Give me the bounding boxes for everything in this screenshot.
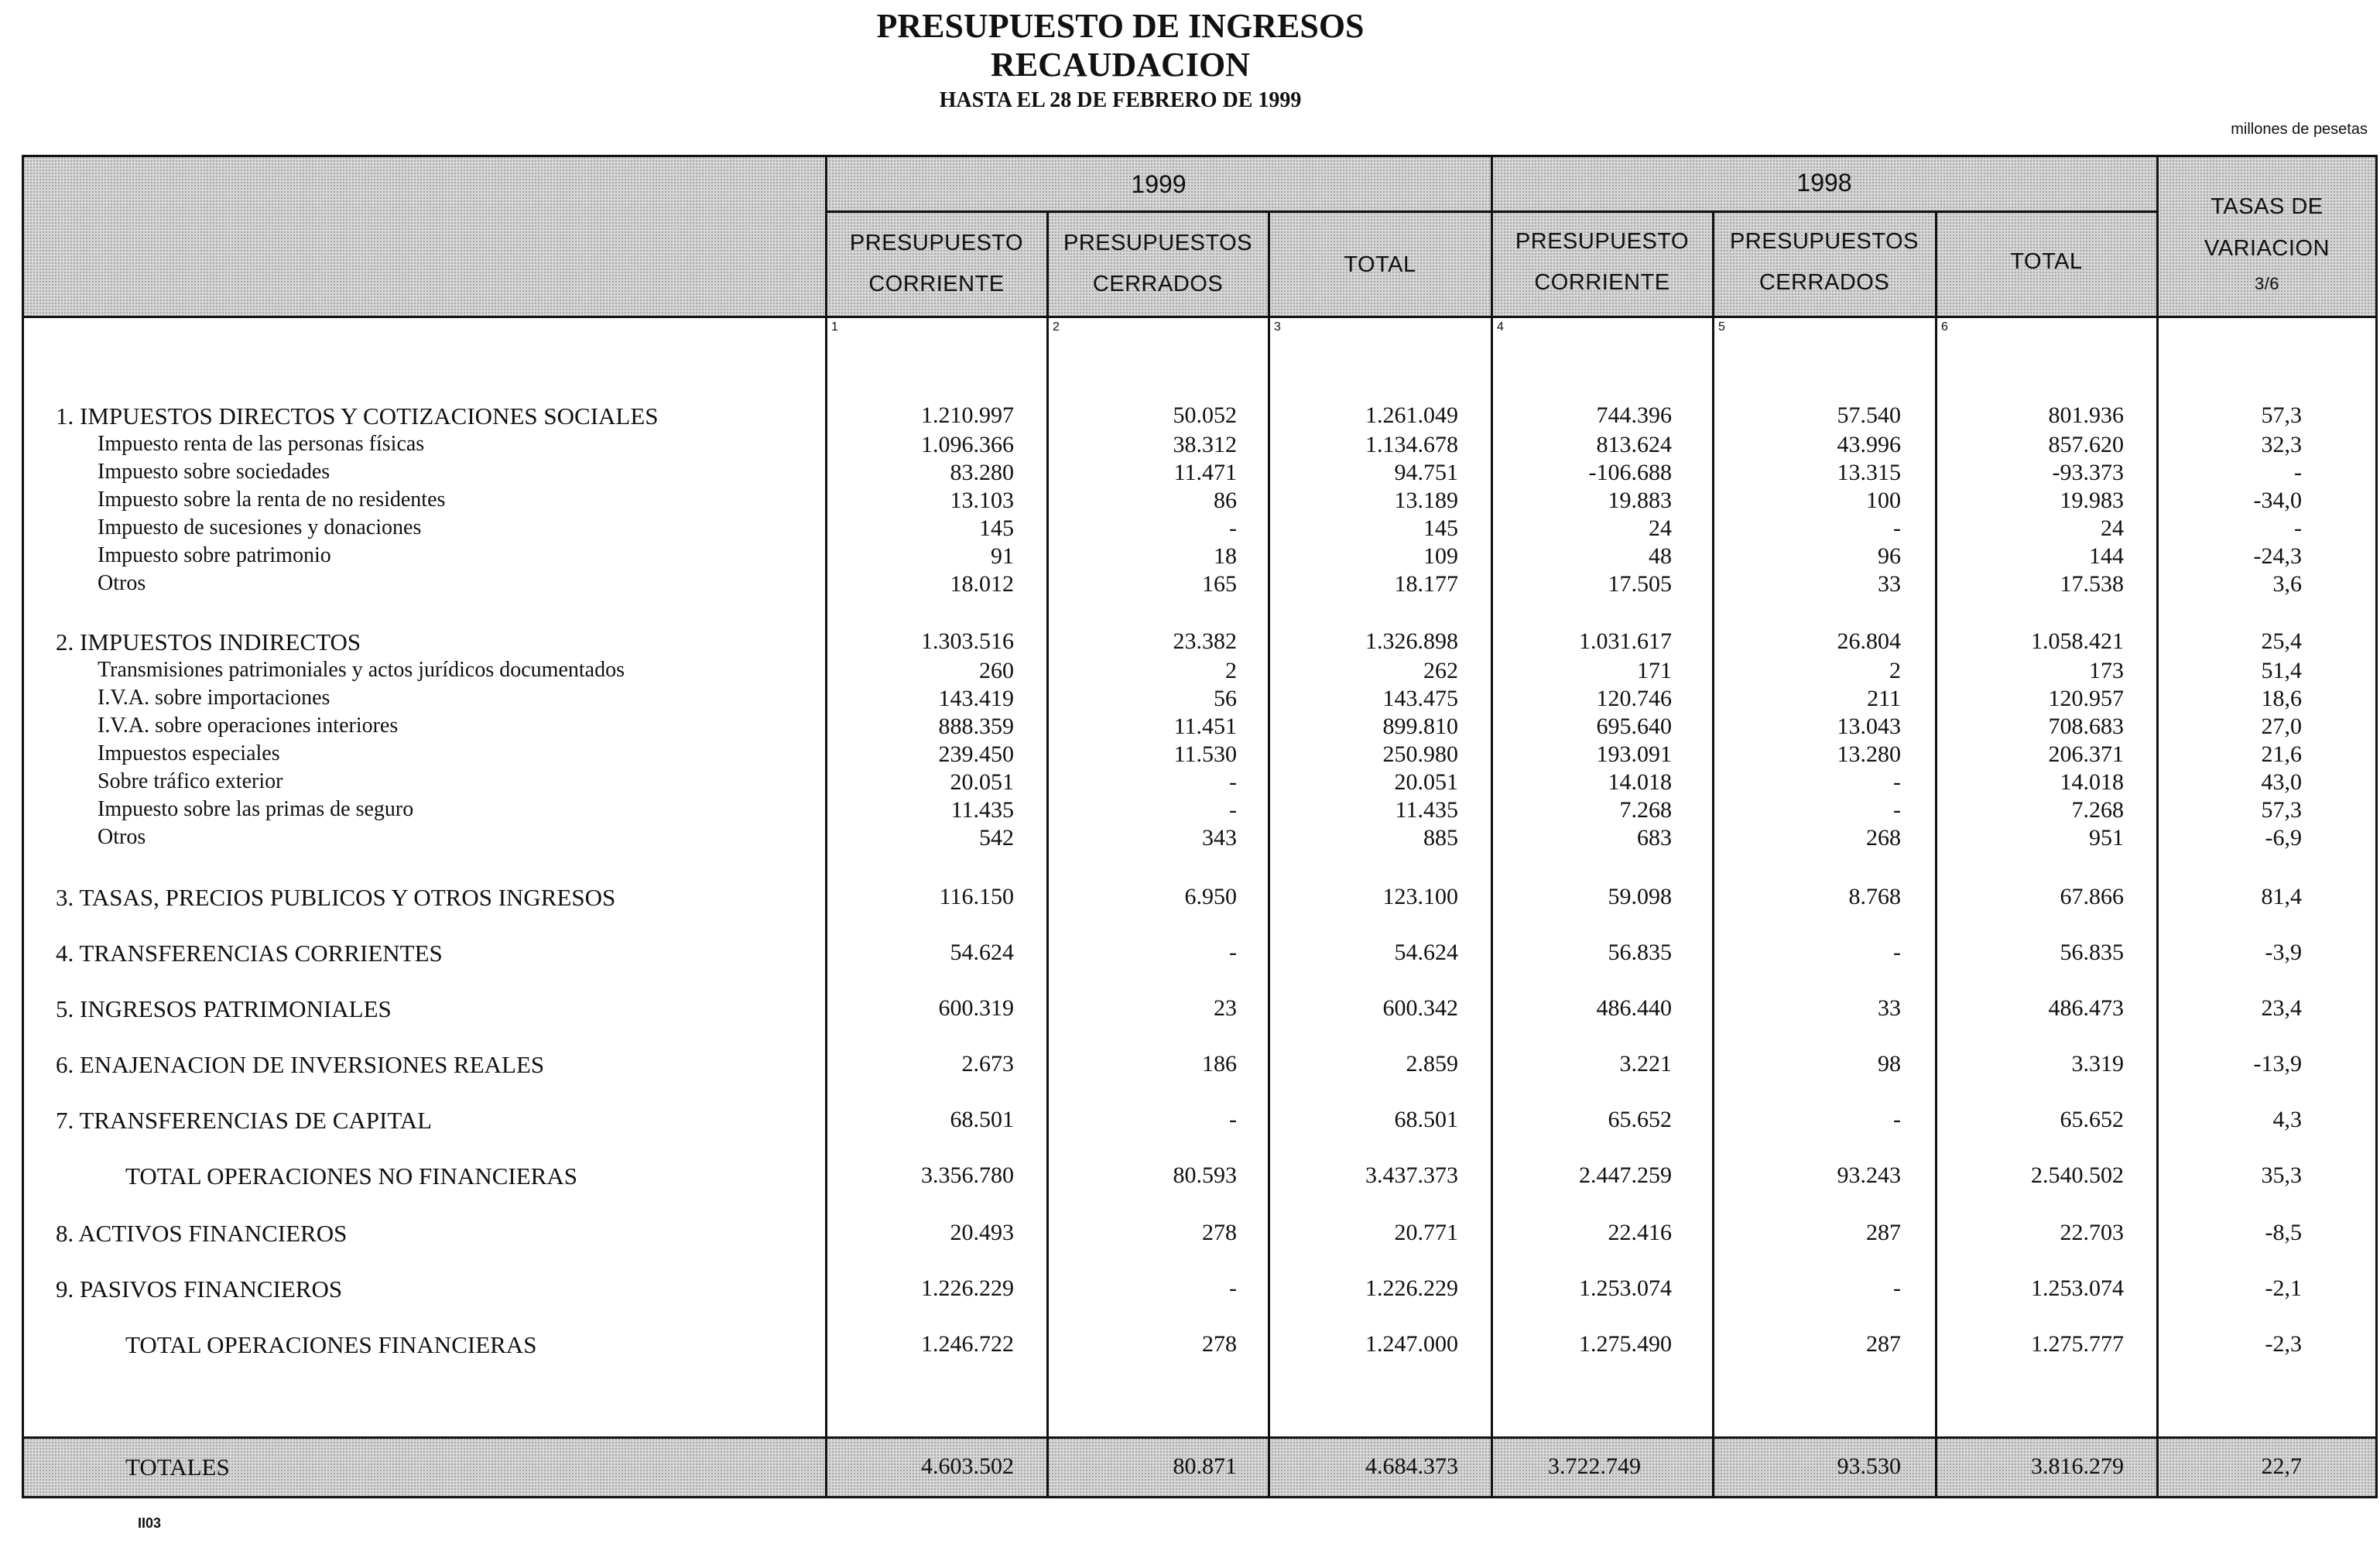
table-cell: 2.673 bbox=[961, 1051, 1014, 1077]
table-cell: 7.268 bbox=[2071, 797, 2124, 823]
totals-label: TOTALES bbox=[125, 1453, 230, 1481]
table-cell: -6,9 bbox=[2265, 825, 2302, 851]
totals-cell: 4.603.502 bbox=[921, 1453, 1014, 1479]
table-row bbox=[0, 460, 2380, 488]
row-label: 3. TASAS, PRECIOS PUBLICOS Y OTROS INGRESOS bbox=[56, 884, 616, 911]
table-cell: 17.505 bbox=[1608, 571, 1672, 597]
table-cell: 35,3 bbox=[2261, 1162, 2302, 1188]
col-header-presupuesto-4-l2: CORRIENTE bbox=[1534, 270, 1670, 295]
table-cell: 86 bbox=[1214, 488, 1237, 513]
table-cell: 56.835 bbox=[1608, 940, 1672, 965]
totals-top-rule bbox=[22, 1436, 2378, 1439]
table-cell: 24 bbox=[1649, 515, 1672, 541]
table-cell: 206.371 bbox=[2048, 741, 2124, 767]
table-cell: 186 bbox=[1202, 1051, 1237, 1077]
table-cell: 109 bbox=[1423, 543, 1458, 569]
table-cell: 13.043 bbox=[1837, 714, 1901, 739]
table-cell: 278 bbox=[1202, 1331, 1237, 1357]
table-cell: 67.866 bbox=[2060, 884, 2124, 909]
table-cell: 2.447.259 bbox=[1579, 1162, 1672, 1188]
table-cell: 51,4 bbox=[2261, 658, 2302, 683]
table-cell: 120.746 bbox=[1596, 686, 1672, 711]
table-row bbox=[0, 686, 2380, 714]
table-cell: 287 bbox=[1866, 1331, 1901, 1357]
table-cell: 145 bbox=[1423, 515, 1458, 541]
table-cell: 695.640 bbox=[1596, 714, 1672, 739]
table-cell: 32,3 bbox=[2261, 432, 2302, 457]
table-cell: -106.688 bbox=[1588, 460, 1672, 485]
table-row bbox=[0, 658, 2380, 686]
table-cell: 26.804 bbox=[1837, 628, 1901, 654]
table-cell: -3,9 bbox=[2265, 940, 2302, 965]
table-cell: 91 bbox=[991, 543, 1014, 569]
table-cell: 50.052 bbox=[1173, 402, 1237, 428]
table-row bbox=[0, 488, 2380, 515]
table-cell: 22.416 bbox=[1608, 1220, 1672, 1245]
table-cell: 1.226.229 bbox=[921, 1275, 1014, 1301]
table-cell: 54.624 bbox=[950, 940, 1014, 965]
table-cell: 193.091 bbox=[1596, 741, 1672, 767]
row-label: 4. TRANSFERENCIAS CORRIENTES bbox=[56, 940, 443, 967]
table-cell: 801.936 bbox=[2048, 402, 2124, 428]
col-header-cerrados-5 bbox=[1714, 229, 1935, 296]
table-cell: 96 bbox=[1878, 543, 1901, 569]
table-cell: 3.221 bbox=[1619, 1051, 1672, 1077]
table-cell: 1.058.421 bbox=[2031, 628, 2124, 654]
row-label: Impuesto sobre las primas de seguro bbox=[98, 797, 414, 821]
table-cell: 1.253.074 bbox=[2031, 1275, 2124, 1301]
table-cell: 94.751 bbox=[1394, 460, 1458, 485]
col-header-presupuesto-1-l2: CORRIENTE bbox=[868, 272, 1005, 296]
year-rule-1998 bbox=[1491, 211, 2158, 213]
table-cell: 11.435 bbox=[950, 797, 1014, 823]
table-cell: - bbox=[1229, 515, 1237, 541]
table-cell: 173 bbox=[2089, 658, 2124, 683]
row-label: 2. IMPUESTOS INDIRECTOS bbox=[56, 628, 361, 656]
totals-cell: 93.530 bbox=[1837, 1453, 1901, 1479]
table-row bbox=[0, 1162, 2380, 1190]
table-row bbox=[0, 940, 2380, 967]
table-cell: -24,3 bbox=[2253, 543, 2302, 569]
table-cell: 33 bbox=[1878, 995, 1901, 1021]
row-label: TOTAL OPERACIONES NO FINANCIERAS bbox=[125, 1162, 577, 1190]
table-cell: 4,3 bbox=[2272, 1107, 2302, 1132]
table-cell: 1.210.997 bbox=[921, 402, 1014, 428]
table-cell: 683 bbox=[1637, 825, 1672, 851]
table-cell: 1.261.049 bbox=[1365, 402, 1458, 428]
page-title: PRESUPUESTO DE INGRESOS bbox=[876, 7, 1365, 45]
table-cell: 20.051 bbox=[950, 769, 1014, 795]
table-row bbox=[0, 402, 2380, 430]
table-row bbox=[0, 769, 2380, 797]
col-number-6: 6 bbox=[1941, 320, 1948, 334]
row-label: Sobre tráfico exterior bbox=[98, 769, 283, 793]
table-cell: 171 bbox=[1637, 658, 1672, 683]
table-cell: - bbox=[1229, 940, 1237, 965]
totals-cell: 3.722.749 bbox=[1548, 1453, 1641, 1479]
col-header-tasas-ratio: 3/6 bbox=[2254, 274, 2280, 293]
totals-row bbox=[0, 1453, 2380, 1481]
table-row bbox=[0, 515, 2380, 543]
table-cell: 11.451 bbox=[1173, 714, 1237, 739]
table-cell: 11.471 bbox=[1173, 460, 1237, 485]
table-cell: 23.382 bbox=[1173, 628, 1237, 654]
table-cell: 343 bbox=[1202, 825, 1237, 851]
table-cell: 11.435 bbox=[1395, 797, 1458, 823]
col-header-cerrados-2-l2: CERRADOS bbox=[1092, 272, 1224, 296]
col-header-cerrados-2 bbox=[1048, 231, 1268, 297]
col-header-total-3: TOTAL bbox=[1344, 252, 1416, 277]
table-cell: 1.096.366 bbox=[921, 432, 1014, 457]
table-cell: 20.493 bbox=[950, 1220, 1014, 1245]
table-row bbox=[0, 714, 2380, 741]
table-cell: 48 bbox=[1649, 543, 1672, 569]
table-cell: 857.620 bbox=[2048, 432, 2124, 457]
table-cell: 2.859 bbox=[1406, 1051, 1458, 1077]
table-cell: - bbox=[1229, 769, 1237, 795]
table-cell: 143.475 bbox=[1382, 686, 1458, 711]
table-cell: 19.983 bbox=[2060, 488, 2124, 513]
table-row bbox=[0, 1051, 2380, 1079]
table-cell: 123.100 bbox=[1382, 884, 1458, 909]
table-row bbox=[0, 1220, 2380, 1248]
table-cell: 600.319 bbox=[938, 995, 1014, 1021]
unit-caption: millones de pesetas bbox=[2231, 121, 2368, 138]
table-cell: 145 bbox=[979, 515, 1014, 541]
table-cell: 57,3 bbox=[2261, 797, 2302, 823]
table-row bbox=[0, 741, 2380, 769]
table-row bbox=[0, 797, 2380, 825]
table-cell: 120.957 bbox=[2048, 686, 2124, 711]
year-header-1999: 1999 bbox=[1131, 170, 1187, 198]
table-row bbox=[0, 543, 2380, 571]
col-number-1: 1 bbox=[831, 320, 838, 334]
table-cell: 708.683 bbox=[2048, 714, 2124, 739]
col-header-tasas bbox=[2158, 186, 2376, 299]
col-header-presupuesto-4 bbox=[1492, 229, 1712, 296]
table-cell: 1.247.000 bbox=[1365, 1331, 1458, 1357]
table-cell: - bbox=[2294, 515, 2302, 541]
table-cell: 43.996 bbox=[1837, 432, 1901, 457]
table-cell: 20.051 bbox=[1394, 769, 1458, 795]
row-label: Impuestos especiales bbox=[98, 741, 280, 765]
table-cell: 250.980 bbox=[1382, 741, 1458, 767]
table-cell: - bbox=[2294, 460, 2302, 485]
table-cell: -13,9 bbox=[2253, 1051, 2302, 1077]
row-label: Impuesto sobre patrimonio bbox=[98, 543, 331, 567]
col-header-presupuesto-4-l1: PRESUPUESTO bbox=[1515, 229, 1690, 254]
table-cell: - bbox=[1229, 1107, 1237, 1132]
col-header-total-6: TOTAL bbox=[2010, 249, 2083, 274]
table-cell: 2 bbox=[1225, 658, 1237, 683]
table-cell: 19.883 bbox=[1608, 488, 1672, 513]
page-code: II03 bbox=[138, 1515, 162, 1531]
table-row bbox=[0, 1331, 2380, 1359]
table-cell: 542 bbox=[979, 825, 1014, 851]
row-label: Otros bbox=[98, 571, 146, 595]
table-cell: 1.226.229 bbox=[1365, 1275, 1458, 1301]
table-cell: - bbox=[1229, 1275, 1237, 1301]
table-cell: 38.312 bbox=[1173, 432, 1237, 457]
table-row bbox=[0, 432, 2380, 460]
year-header-1998: 1998 bbox=[1796, 169, 1852, 197]
table-cell: 13.103 bbox=[950, 488, 1014, 513]
row-label: Transmisiones patrimoniales y actos jurídicos documentados bbox=[98, 658, 625, 682]
col-header-cerrados-5-l1: PRESUPUESTOS bbox=[1730, 229, 1919, 254]
totals-cell: 3.816.279 bbox=[2031, 1453, 2124, 1479]
row-label: I.V.A. sobre importaciones bbox=[98, 686, 330, 710]
row-label: 6. ENAJENACION DE INVERSIONES REALES bbox=[56, 1051, 545, 1078]
table-cell: 888.359 bbox=[938, 714, 1014, 739]
table-cell: 1.275.777 bbox=[2031, 1331, 2124, 1357]
table-cell: 1.246.722 bbox=[921, 1331, 1014, 1357]
row-label: 8. ACTIVOS FINANCIEROS bbox=[56, 1220, 348, 1247]
table-cell: 57,3 bbox=[2261, 402, 2302, 428]
table-cell: 486.440 bbox=[1596, 995, 1672, 1021]
year-rule-1999 bbox=[825, 211, 1492, 213]
table-cell: 27,0 bbox=[2261, 714, 2302, 739]
table-cell: 14.018 bbox=[2060, 769, 2124, 795]
col-header-tasas-l2: VARIACION bbox=[2204, 236, 2330, 261]
col-header-cerrados-5-l2: CERRADOS bbox=[1758, 270, 1890, 295]
table-cell: 83.280 bbox=[950, 460, 1014, 485]
table-cell: 1.253.074 bbox=[1579, 1275, 1672, 1301]
col-header-presupuesto-1-l1: PRESUPUESTO bbox=[849, 231, 1024, 255]
table-cell: 18 bbox=[1214, 543, 1237, 569]
row-label: 7. TRANSFERENCIAS DE CAPITAL bbox=[56, 1107, 433, 1134]
table-cell: 24 bbox=[2101, 515, 2124, 541]
table-cell: -93.373 bbox=[2052, 460, 2124, 485]
table-cell: -2,1 bbox=[2265, 1275, 2302, 1301]
col-header-cerrados-2-l1: PRESUPUESTOS bbox=[1063, 231, 1252, 255]
table-row bbox=[0, 884, 2380, 912]
table-cell: 486.473 bbox=[2048, 995, 2124, 1021]
table-cell: 3,6 bbox=[2272, 571, 2302, 597]
table-cell: 81,4 bbox=[2261, 884, 2302, 909]
table-cell: 93.243 bbox=[1837, 1162, 1901, 1188]
table-cell: - bbox=[1893, 797, 1901, 823]
totals-cell: 22,7 bbox=[2261, 1453, 2302, 1479]
row-label: Impuesto de sucesiones y donaciones bbox=[98, 515, 422, 539]
table-cell: 7.268 bbox=[1619, 797, 1672, 823]
table-cell: 98 bbox=[1878, 1051, 1901, 1077]
row-label: 1. IMPUESTOS DIRECTOS Y COTIZACIONES SOCIALES bbox=[56, 402, 659, 430]
table-cell: 3.437.373 bbox=[1365, 1162, 1458, 1188]
totals-cell: 4.684.373 bbox=[1365, 1453, 1458, 1479]
table-row bbox=[0, 571, 2380, 599]
row-label: Impuesto renta de las personas físicas bbox=[98, 432, 425, 456]
table-cell: -8,5 bbox=[2265, 1220, 2302, 1245]
table-cell: 11.530 bbox=[1173, 741, 1237, 767]
row-label: Otros bbox=[98, 825, 146, 849]
table-cell: - bbox=[1229, 797, 1237, 823]
col-number-5: 5 bbox=[1718, 320, 1725, 334]
table-cell: 13.315 bbox=[1837, 460, 1901, 485]
table-cell: 18,6 bbox=[2261, 686, 2302, 711]
table-cell: 18.012 bbox=[950, 571, 1014, 597]
table-cell: 813.624 bbox=[1596, 432, 1672, 457]
col-number-4: 4 bbox=[1497, 320, 1504, 334]
row-label: Impuesto sobre sociedades bbox=[98, 460, 330, 484]
table-row bbox=[0, 1107, 2380, 1135]
table-cell: 143.419 bbox=[938, 686, 1014, 711]
table-cell: 14.018 bbox=[1608, 769, 1672, 795]
page-subtitle: RECAUDACION bbox=[991, 46, 1250, 84]
table-cell: 268 bbox=[1866, 825, 1901, 851]
table-cell: 13.189 bbox=[1394, 488, 1458, 513]
table-cell: 116.150 bbox=[939, 884, 1014, 909]
table-cell: 13.280 bbox=[1837, 741, 1901, 767]
table-cell: - bbox=[1893, 769, 1901, 795]
table-cell: 43,0 bbox=[2261, 769, 2302, 795]
totals-cell: 80.871 bbox=[1173, 1453, 1237, 1479]
table-cell: 951 bbox=[2089, 825, 2124, 851]
table-cell: 68.501 bbox=[1394, 1107, 1458, 1132]
table-cell: 287 bbox=[1866, 1220, 1901, 1245]
table-cell: 260 bbox=[979, 658, 1014, 683]
row-label: TOTAL OPERACIONES FINANCIERAS bbox=[125, 1331, 537, 1358]
table-cell: 744.396 bbox=[1596, 402, 1672, 428]
table-cell: 56.835 bbox=[2060, 940, 2124, 965]
table-cell: 600.342 bbox=[1382, 995, 1458, 1021]
table-cell: 65.652 bbox=[2060, 1107, 2124, 1132]
table-cell: 56 bbox=[1214, 686, 1237, 711]
table-cell: 18.177 bbox=[1394, 571, 1458, 597]
table-cell: 80.593 bbox=[1173, 1162, 1237, 1188]
table-cell: 144 bbox=[2089, 543, 2124, 569]
table-cell: 23,4 bbox=[2261, 995, 2302, 1021]
header-bottom-rule bbox=[22, 316, 2378, 318]
col-header-presupuesto-1 bbox=[827, 231, 1046, 297]
table-cell: - bbox=[1893, 1107, 1901, 1132]
table-cell: 3.356.780 bbox=[921, 1162, 1014, 1188]
table-cell: 2.540.502 bbox=[2031, 1162, 2124, 1188]
table-cell: 54.624 bbox=[1394, 940, 1458, 965]
table-cell: 20.771 bbox=[1394, 1220, 1458, 1245]
table-cell: 8.768 bbox=[1848, 884, 1901, 909]
table-cell: 100 bbox=[1866, 488, 1901, 513]
table-cell: 25,4 bbox=[2261, 628, 2302, 654]
row-label: 5. INGRESOS PATRIMONIALES bbox=[56, 995, 392, 1022]
table-cell: 65.652 bbox=[1608, 1107, 1672, 1132]
table-cell: 6.950 bbox=[1184, 884, 1237, 909]
table-cell: - bbox=[1893, 940, 1901, 965]
table-cell: 3.319 bbox=[2071, 1051, 2124, 1077]
table-cell: 211 bbox=[1867, 686, 1901, 711]
table-cell: 17.538 bbox=[2060, 571, 2124, 597]
table-cell: 57.540 bbox=[1837, 402, 1901, 428]
table-cell: 899.810 bbox=[1382, 714, 1458, 739]
table-cell: 1.326.898 bbox=[1365, 628, 1458, 654]
table-cell: - bbox=[1893, 1275, 1901, 1301]
col-number-3: 3 bbox=[1274, 320, 1281, 334]
table-cell: 165 bbox=[1202, 571, 1237, 597]
table-cell: 239.450 bbox=[938, 741, 1014, 767]
table-row bbox=[0, 995, 2380, 1023]
table-cell: 262 bbox=[1423, 658, 1458, 683]
table-cell: 33 bbox=[1878, 571, 1901, 597]
table-cell: 1.134.678 bbox=[1365, 432, 1458, 457]
table-cell: 59.098 bbox=[1608, 884, 1672, 909]
table-cell: 21,6 bbox=[2261, 741, 2302, 767]
table-cell: 1.031.617 bbox=[1579, 628, 1672, 654]
table-cell: - bbox=[1893, 515, 1901, 541]
table-row bbox=[0, 1275, 2380, 1303]
table-cell: -2,3 bbox=[2265, 1331, 2302, 1357]
table-cell: 68.501 bbox=[950, 1107, 1014, 1132]
table-cell: 2 bbox=[1889, 658, 1901, 683]
table-row bbox=[0, 825, 2380, 853]
table-cell: 1.303.516 bbox=[921, 628, 1014, 654]
table-cell: 885 bbox=[1423, 825, 1458, 851]
table-cell: 278 bbox=[1202, 1220, 1237, 1245]
table-cell: -34,0 bbox=[2253, 488, 2302, 513]
row-label: 9. PASIVOS FINANCIEROS bbox=[56, 1275, 343, 1303]
table-cell: 22.703 bbox=[2060, 1220, 2124, 1245]
col-header-tasas-l1: TASAS DE bbox=[2210, 194, 2323, 219]
date-caption: HASTA EL 28 DE FEBRERO DE 1999 bbox=[939, 88, 1302, 112]
col-number-2: 2 bbox=[1053, 320, 1060, 334]
row-label: I.V.A. sobre operaciones interiores bbox=[98, 714, 399, 738]
row-label: Impuesto sobre la renta de no residentes bbox=[98, 488, 446, 512]
table-cell: 23 bbox=[1214, 995, 1237, 1021]
table-cell: 1.275.490 bbox=[1579, 1331, 1672, 1357]
table-row bbox=[0, 628, 2380, 656]
